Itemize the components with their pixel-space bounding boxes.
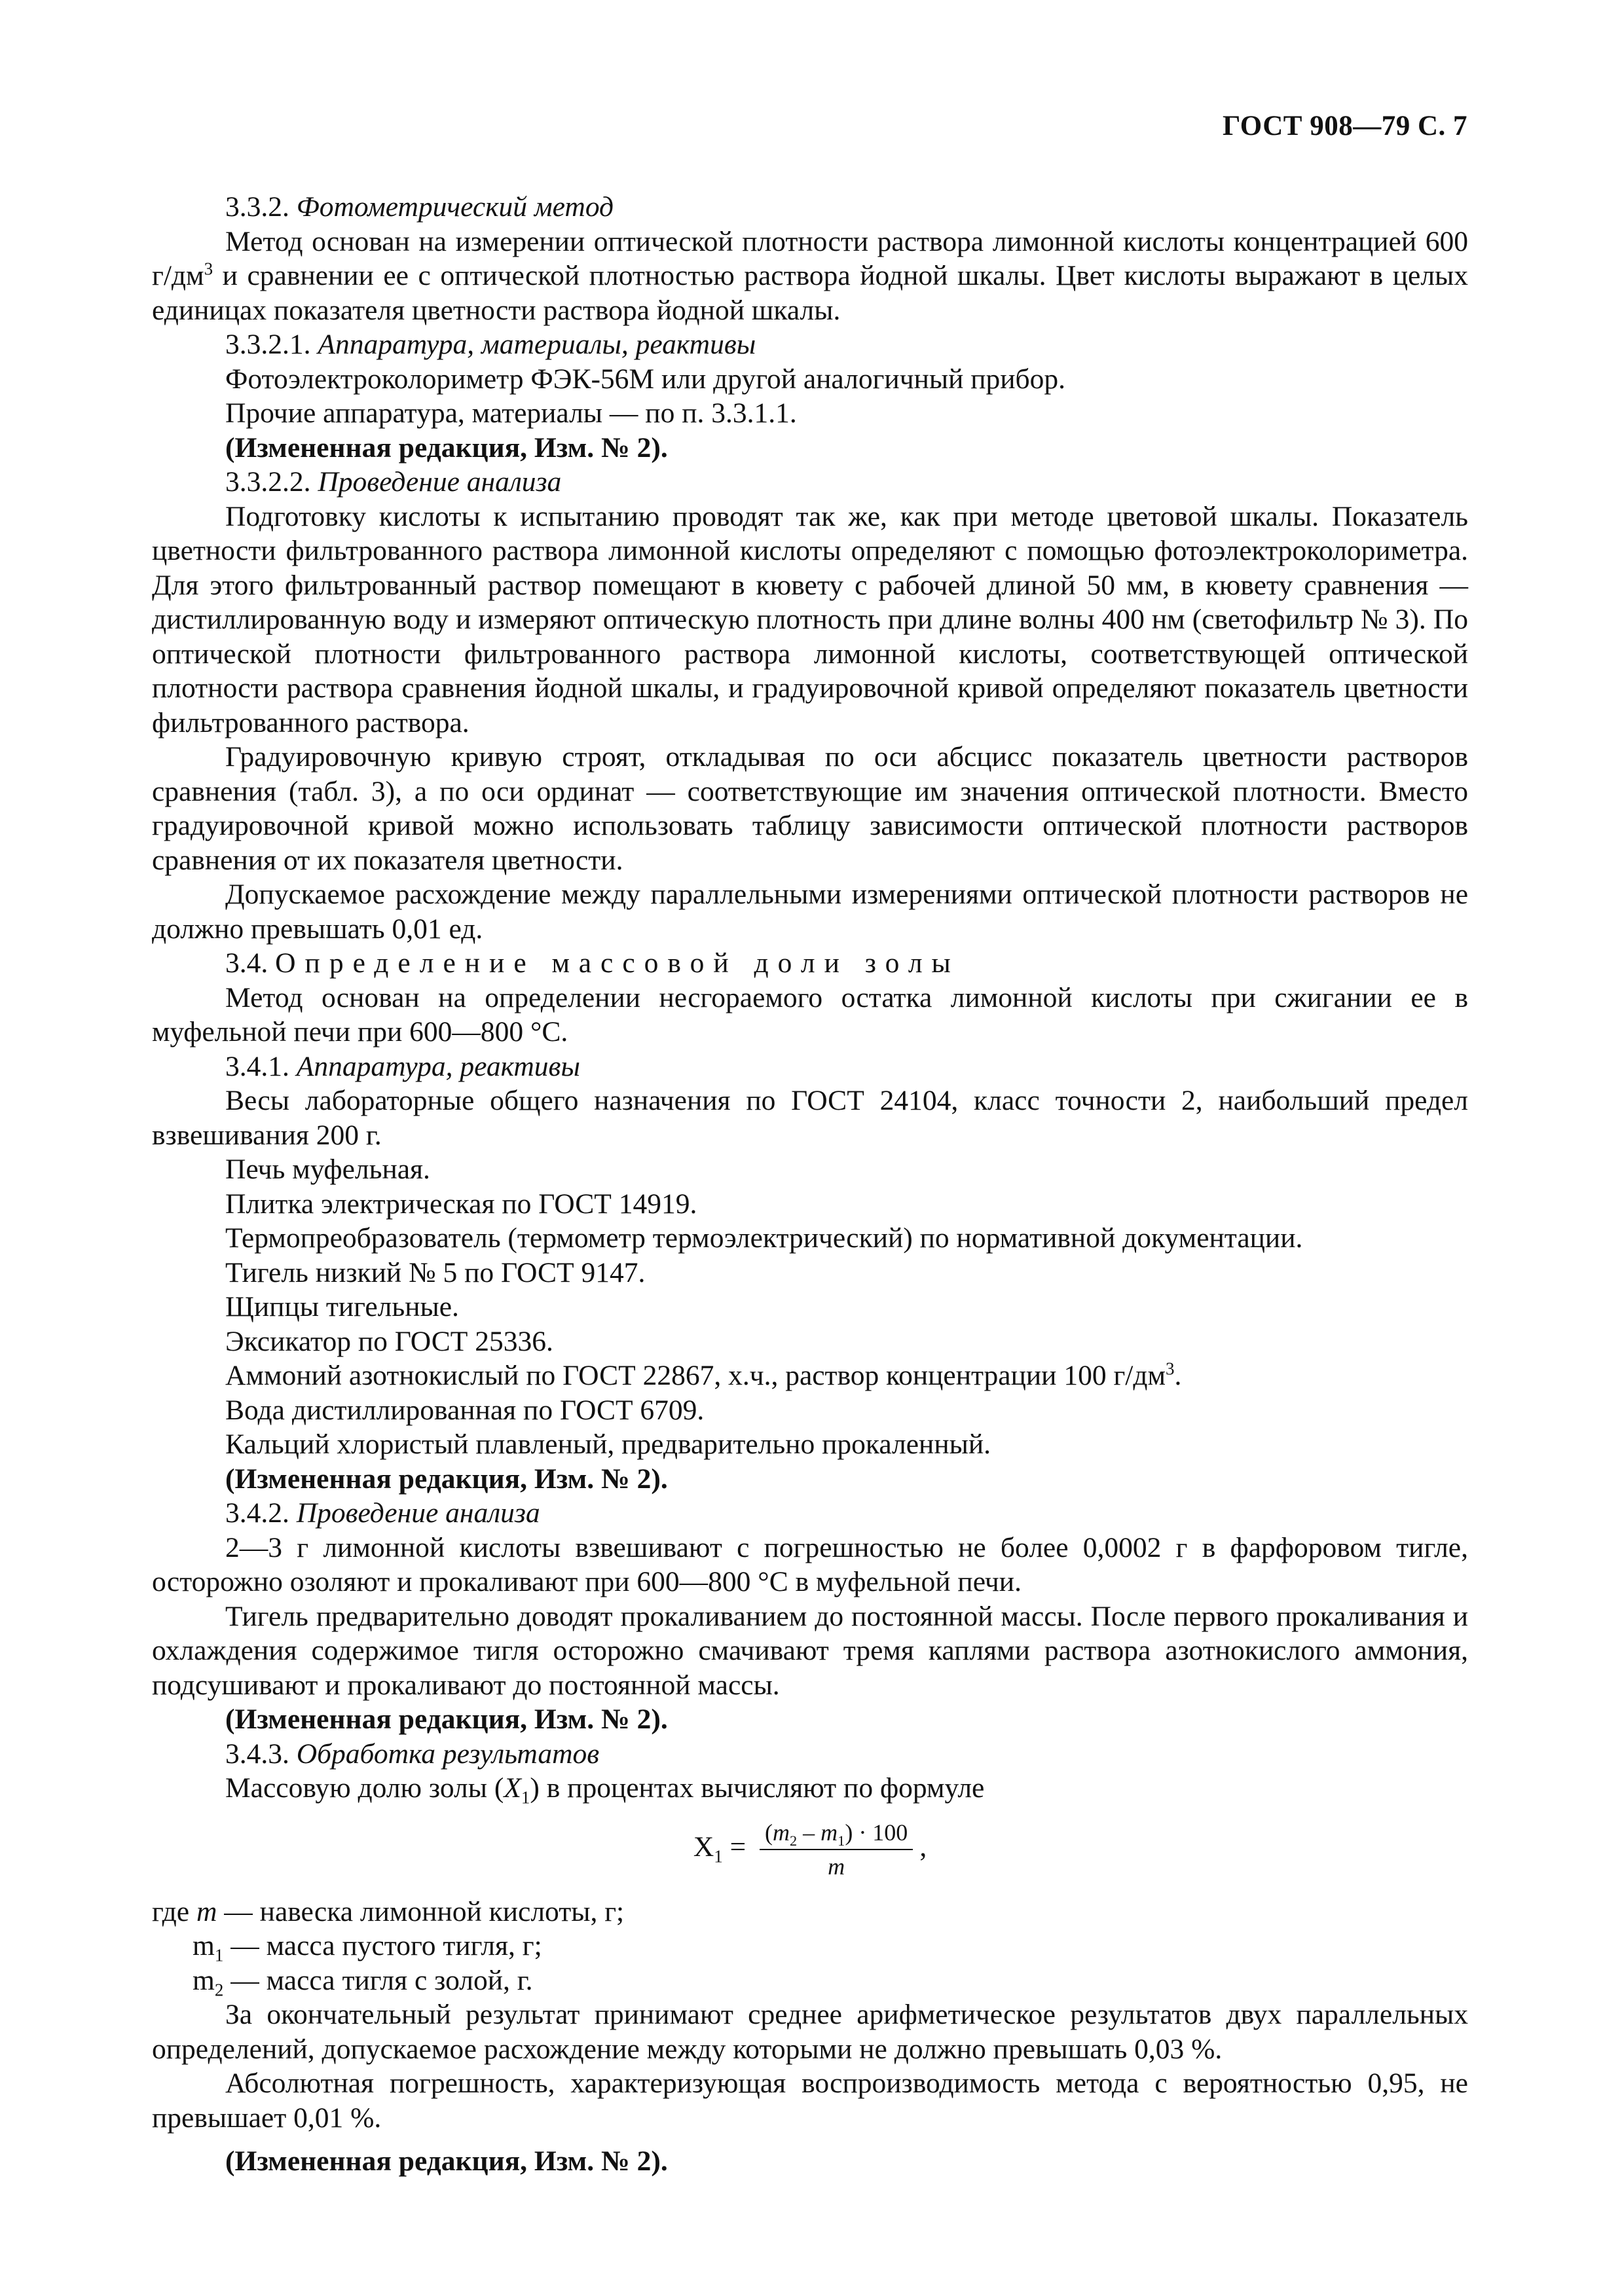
equipment-item: Фотоэлектроколориметр ФЭК-56М или другой аналогичный прибор. xyxy=(225,363,1066,395)
ash-formula: $X_1$ = $\frac{(m_2 - m_1) \cdot 100}{m}$ , xyxy=(693,1819,927,1880)
section-3-4-1-heading: 3.4.1. Аппаратура, реактивы xyxy=(225,1050,580,1082)
edit-note: (Измененная редакция, Изм. № 2). xyxy=(225,2145,668,2177)
variable-definition: $m_1$ — масса пустого тигля, г; xyxy=(193,1930,542,1965)
section-3-3-2-text: Метод основан на измерении оптической плотности раствора лимонной кислоты концентрацией 600 $г/дм^3$ и сравнении ее с оптической плотностью раствора йодной шкалы. Цвет кислоты выражают в целых единицах показателя цветности раствора йодной шкалы. xyxy=(152,225,1468,326)
equipment-item: Прочие аппаратура, материалы — по п. 3.3.1.1. xyxy=(225,397,797,429)
equipment-item: Печь муфельная. xyxy=(225,1154,430,1185)
formula-numerator: $(m_2 - m_1) \cdot 100$ xyxy=(760,1819,913,1850)
paragraph: Метод основан на определении несгораемого остатка лимонной кислоты при сжигании ее в муфельной печи при 600—800 °С. xyxy=(152,981,1468,1048)
paragraph: 2—3 г лимонной кислоты взвешивают с погрешностью не более 0,0002 г в фарфоровом тигле, осторожно озоляют и прокаливают при 600—800 °С в муфельной печи. xyxy=(152,1531,1468,1597)
section-3-4-2-heading: 3.4.2. Проведение анализа xyxy=(225,1497,540,1529)
section-3-3-2-1-heading: 3.3.2.1. Аппаратура, материалы, реактивы xyxy=(225,329,756,360)
paragraph: Тигель предварительно доводят прокаливанием до постоянной массы. После первого прокаливания и охлаждения содержимое тигля осторожно смачивают тремя каплями раствора азотнокислого аммония, подсушивают и прокаливают до постоянной массы. xyxy=(152,1600,1468,1701)
equipment-item: Плитка электрическая по ГОСТ 14919. xyxy=(225,1188,697,1220)
section-3-4-heading: 3.4. Определение массовой доли золы xyxy=(225,947,960,979)
section-3-3-2-2-heading: 3.3.2.2. Проведение анализа xyxy=(225,466,562,498)
edit-note: (Измененная редакция, Изм. № 2). xyxy=(225,431,668,464)
section-3-4-3-heading: 3.4.3. Обработка результатов xyxy=(225,1738,600,1770)
edit-note: (Измененная редакция, Изм. № 2). xyxy=(225,1463,668,1495)
equipment-item: Аммоний азотнокислый по ГОСТ 22867, х.ч., раствор концентрации 100 $г/дм^3$. xyxy=(225,1358,1182,1391)
equipment-item: Весы лабораторные общего назначения по ГОСТ 24104, класс точности 2, наибольший предел взвешивания 200 г. xyxy=(152,1085,1468,1151)
formula-intro: Массовую долю золы $(X_1)$ в процентах вычисляют по формуле xyxy=(225,1772,985,1808)
edit-note: (Измененная редакция, Изм. № 2). xyxy=(225,1704,668,1735)
section-3-3-2-heading: 3.3.2. Фотометрический метод xyxy=(225,191,614,223)
variable-definition: $m_2$ — масса тигля с золой, г. xyxy=(193,1964,533,2000)
paragraph: Допускаемое расхождение между параллельными измерениями оптической плотности растворов не должно превышать 0,01 ед. xyxy=(152,879,1468,945)
paragraph: Подготовку кислоты к испытанию проводят так же, как при методе цветовой шкалы. Показатель цветности фильтрованного раствора лимонной кислоты определяют с помощью фотоэлектроколориметра. Для этого фильтрованный раствор помещают в кювету с рабочей длиной 50 мм, в кювету сравнения — дистиллированную воду и измеряют оптическую плотность при длине волны 400 нм (светофильтр № 3). По оптической плотности фильтрованного раствора лимонной кислоты, соответствующей оптической плотности раствора сравнения йодной шкалы, и градуировочной кривой определяют показатель цветности фильтрованного раствора. xyxy=(152,500,1468,738)
formula-denominator: m xyxy=(828,1853,845,1880)
formula-fraction xyxy=(760,1819,913,1880)
paragraph: Абсолютная погрешность, характеризующая воспроизводимость метода с вероятностью 0,95, не превышает 0,01 %. xyxy=(152,2068,1468,2134)
paragraph: Градуировочную кривую строят, откладывая по оси абсцисс показатель цветности растворов сравнения (табл. 3), а по оси ординат — соответствующие им значения оптической плотности. Вместо градуировочной кривой можно использовать таблицу зависимости оптической плотности растворов сравнения от их показателя цветности. xyxy=(152,741,1468,876)
equipment-item: Тигель низкий № 5 по ГОСТ 9147. xyxy=(225,1256,646,1288)
equipment-item: Термопреобразователь (термометр термоэлектрический) по нормативной документации. xyxy=(225,1222,1303,1254)
paragraph: За окончательный результат принимают среднее арифметическое результатов двух параллельных определений, допускаемое расхождение между которыми не должно превышать 0,03 %. xyxy=(152,1999,1468,2065)
page-header: ГОСТ 908—79 С. 7 xyxy=(1222,111,1467,141)
equipment-item: Вода дистиллированная по ГОСТ 6709. xyxy=(225,1394,705,1426)
document-body xyxy=(152,190,1468,2179)
equipment-item: Кальций хлористый плавленый, предварительно прокаленный. xyxy=(225,1429,991,1460)
equipment-item: Щипцы тигельные. xyxy=(225,1291,459,1322)
equipment-item: Эксикатор по ГОСТ 25336. xyxy=(225,1325,553,1357)
variable-definition: где m — навеска лимонной кислоты, г; xyxy=(152,1895,625,1927)
